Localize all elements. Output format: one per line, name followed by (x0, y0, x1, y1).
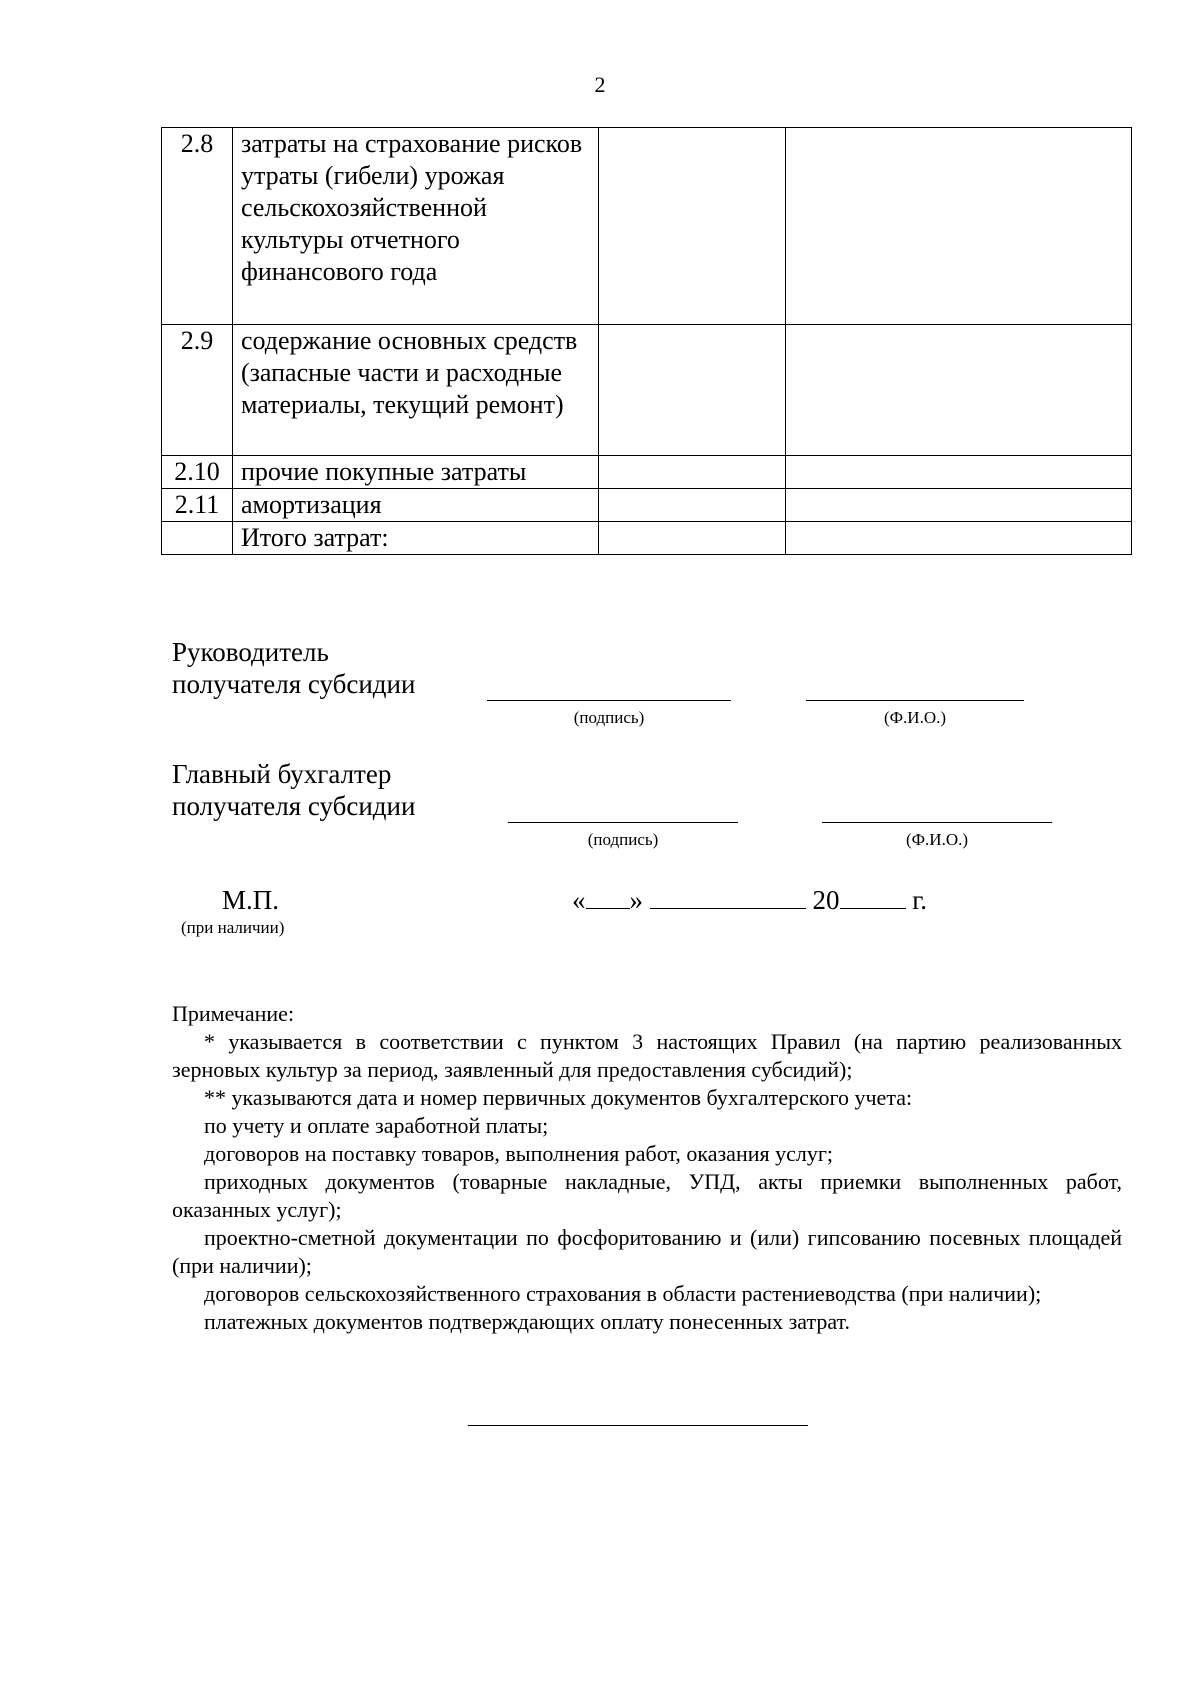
row-document-cell (786, 489, 1132, 522)
table-row (162, 489, 1132, 522)
note-item: ** указываются дата и номер первичных документов бухгалтерского учета: (204, 1085, 913, 1110)
row-description: затраты на страхование рисков утраты (гибели) урожая сельскохозяйственной культуры отчетного финансового года (233, 128, 599, 325)
note-item: проектно-сметной документации по фосфоритованию и (или) гипсованию посевных площадей (при наличии); (172, 1225, 1122, 1278)
accountant-title-line2: получателя субсидии (172, 791, 416, 821)
row-number: 2.8 (162, 128, 233, 325)
head-name-line[interactable] (806, 700, 1024, 701)
date-day-blank[interactable] (586, 888, 630, 909)
total-value-cell (599, 522, 786, 555)
notes-title: Примечание: (172, 1001, 295, 1026)
page-number: 2 (594, 72, 606, 97)
note-item: платежных документов подтверждающих оплату понесенных затрат. (204, 1309, 850, 1334)
accountant-name-line[interactable] (822, 822, 1052, 823)
total-label: Итого затрат: (233, 522, 599, 555)
table-row (162, 456, 1132, 489)
date-year-suffix: г. (912, 885, 928, 915)
accountant-signature-line[interactable] (508, 822, 738, 823)
note-item: договоров на поставку товаров, выполнения работ, оказания услуг; (204, 1141, 833, 1166)
date-field (572, 885, 927, 916)
total-document-cell (786, 522, 1132, 555)
note-item: приходных документов (товарные накладные, УПД, акты приемки выполненных работ, оказанных услуг); (172, 1169, 1122, 1222)
row-description: прочие покупные затраты (233, 456, 599, 489)
row-number: 2.10 (162, 456, 233, 489)
table-row (162, 128, 1132, 325)
row-value-cell (599, 456, 786, 489)
row-description: содержание основных средств (запасные части и расходные материалы, текущий ремонт) (233, 325, 599, 456)
accountant-signature-caption: (подпись) (587, 830, 659, 849)
row-document-cell (786, 128, 1132, 325)
cost-table (161, 127, 1132, 555)
note-item: договоров сельскохозяйственного страхования в области растениеводства (при наличии); (204, 1281, 1042, 1306)
table-total-row (162, 522, 1132, 555)
date-open-quote: « (572, 885, 586, 915)
row-number (162, 522, 233, 555)
row-value-cell (599, 325, 786, 456)
note-item: по учету и оплате заработной платы; (204, 1113, 549, 1138)
row-value-cell (599, 489, 786, 522)
date-close-quote: » (629, 885, 643, 915)
notes-section (172, 1000, 1122, 1336)
head-name-caption: (Ф.И.О.) (883, 708, 947, 727)
row-number: 2.11 (162, 489, 233, 522)
stamp-label: М.П. (222, 885, 280, 915)
stamp-note: (при наличии) (181, 918, 285, 937)
row-number: 2.9 (162, 325, 233, 456)
row-document-cell (786, 325, 1132, 456)
accountant-name-caption: (Ф.И.О.) (905, 830, 969, 849)
date-year-blank[interactable] (840, 888, 906, 909)
table-row (162, 325, 1132, 456)
head-title-line2: получателя субсидии (172, 669, 416, 699)
head-signature-line[interactable] (487, 700, 731, 701)
row-value-cell (599, 128, 786, 325)
row-description: амортизация (233, 489, 599, 522)
row-document-cell (786, 456, 1132, 489)
note-item: * указывается в соответствии с пунктом 3 настоящих Правил (на партию реализованных зерновых культур за период, заявленный для предоставления субсидий); (172, 1029, 1122, 1082)
head-signature-caption: (подпись) (573, 708, 645, 727)
head-title-line1: Руководитель (172, 637, 329, 667)
date-century: 20 (812, 885, 840, 915)
end-rule-divider (468, 1425, 808, 1426)
date-month-blank[interactable] (650, 888, 806, 909)
accountant-title-line1: Главный бухгалтер (172, 759, 392, 789)
